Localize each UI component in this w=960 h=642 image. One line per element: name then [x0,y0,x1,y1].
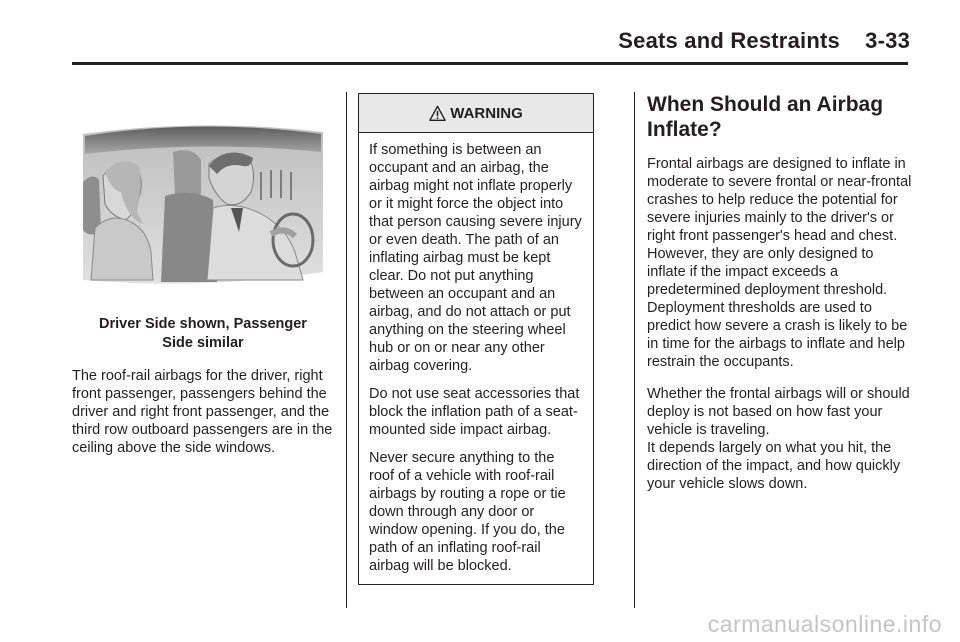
caption-line-1: Driver Side shown, Passenger [99,316,307,332]
deployment-paragraph-line-2: It depends largely on what you hit, the direction of the impact, and how quickly your vehicle slows down. [647,440,901,492]
warning-paragraph-3: Never secure anything to the roof of a vehicle with roof-rail airbags by routing a rope or tie down through any door or window opening. If you do, the path of an inflating roof-rail airbag will be blocked. [369,450,566,574]
column-left [72,96,334,467]
warning-box [358,93,594,585]
header-rule [72,62,908,65]
page-header-title: Seats and Restraints 3-33 [618,28,910,53]
airbag-illustration [81,112,325,298]
figure-caption [72,315,334,353]
column-divider-right [634,92,635,608]
caption-line-2: Side similar [162,335,244,351]
deployment-paragraph [647,385,915,493]
warning-header [359,94,593,133]
warning-paragraph-2: Do not use seat accessories that block the inflation path of a seat-mounted side impact airbag. [369,386,580,438]
column-divider-left [346,92,347,608]
warning-paragraph-1: If something is between an occupant and an airbag, the airbag might not inflate properly or it might force the object into that person causing severe injury or even death. The path of an inflating airbag must be kept clear. Do not put anything between an occupant and an airbag, and do not attach or put anything on the steering wheel hub or on or near any other airbag covering. [369,142,582,374]
warning-body [359,133,593,575]
column-right [647,92,915,503]
warning-label: WARNING [450,104,523,122]
section-heading: When Should an Airbag Inflate? [647,93,884,141]
frontal-airbag-paragraph: Frontal airbags are designed to inflate in moderate to severe frontal or near-frontal crashes to help reduce the potential for severe injuries mainly to the driver's or right front passenger's head and chest. However, they are only designed to inflate if the impact exceeds a predetermined deployment threshold. Deployment thresholds are used to predict how severe a crash is likely to be in time for the airbags to inflate and help restrain the occupants. [647,156,912,370]
deployment-paragraph-line-1: Whether the frontal airbags will or should deploy is not based on how fast your vehicle is traveling. [647,386,910,438]
watermark-text: carmanualsonline.info [707,611,942,637]
caution-triangle-icon [429,105,446,122]
roof-rail-paragraph: The roof-rail airbags for the driver, right front passenger, passengers behind the driver and right front passenger, and the third row outboard passengers are in the ceiling above the side windows. [72,368,333,456]
